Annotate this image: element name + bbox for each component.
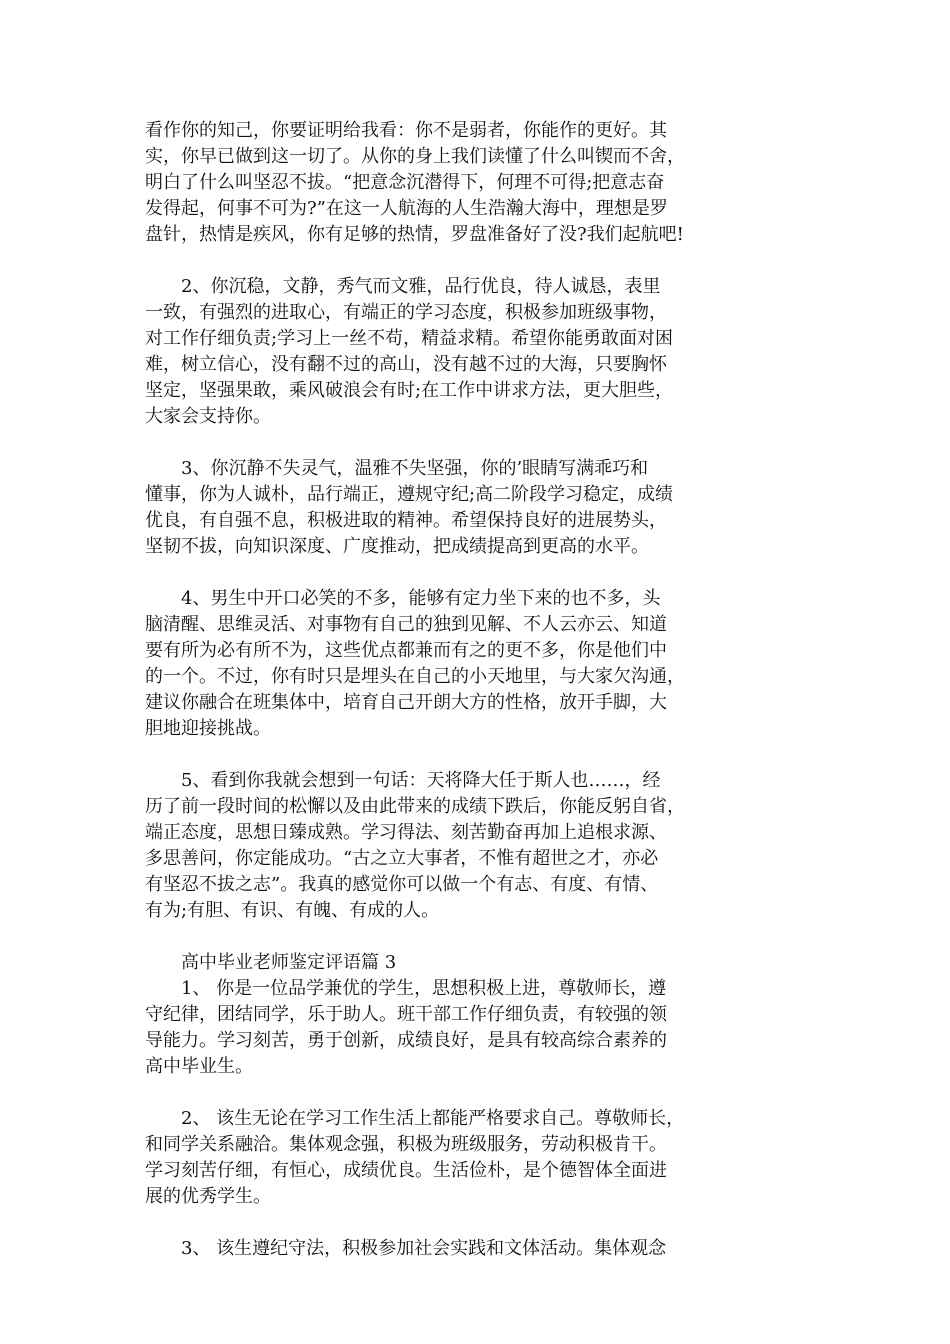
paragraph-comment-3: 3、你沉静不失灵气，温雅不失坚强，你的’眼睛写满乖巧和 懂事，你为人诚朴，品行端正，遵规守纪;高二阶段学习稳定，成绩 优良，有自强不息，积极进取的精神。希望保持良好的进展势头， 坚韧不拔，向知识深度、广度推动，把成绩提高到更高的水平。 <box>145 458 674 557</box>
section-paragraph-1: 1、 你是一位品学兼优的学生，思想积极上进，尊敬师长，遵 守纪律，团结同学，乐于助人。班干部工作仔细负责，有较强的领 导能力。学习刻苦，勇于创新，成绩良好，是具有较高综合素养的 高中毕业生。 <box>145 978 667 1077</box>
paragraph-continuation: 看作你的知己，你要证明给我看：你不是弱者，你能作的更好。其 实，你早已做到这一切了。从你的身上我们读懂了什么叫锲而不舍， 明白了什么叫坚忍不拔。“把意念沉潜得下，何理不可得;把意志奋 发得起，何事不可为?”在这一人航海的人生浩瀚大海中，理想是罗 盘针，热情是疾风，你有足够的热情，罗盘准备好了没?我们起航吧! <box>145 120 685 245</box>
paragraph-comment-2: 2、你沉稳，文静，秀气而文雅，品行优良，待人诚恳，表里 一致，有强烈的进取心，有端正的学习态度，积极参加班级事物， 对工作仔细负责;学习上一丝不苟，精益求精。希望你能勇敢面对困 难，树立信心，没有翻不过的高山，没有越不过的大海，只要胸怀 坚定，坚强果敢，乘风破浪会有时;在工作中讲求方法，更大胆些， 大家会支持你。 <box>145 276 674 427</box>
section-paragraph-3: 3、 该生遵纪守法，积极参加社会实践和文体活动。集体观念 <box>145 1238 667 1259</box>
document-page <box>145 118 811 1262</box>
paragraph-comment-5: 5、看到你我就会想到一句话：天将降大任于斯人也……，经 历了前一段时间的松懈以及由此带来的成绩下跌后，你能反躬自省， 端正态度，思想日臻成熟。学习得法、刻苦勤奋再加上追根求源、 多思善问，你定能成功。“古之立大事者，不惟有超世之才，亦必 有坚忍不拔之志”。我真的感觉你可以做一个有志、有度、有情、 有为;有胆、有识、有魄、有成的人。 <box>145 770 685 921</box>
section-heading: 高中毕业老师鉴定评语篇 3 <box>145 952 397 973</box>
section-paragraph-2: 2、 该生无论在学习工作生活上都能严格要求自己。尊敬师长， 和同学关系融洽。集体观念强，积极为班级服务，劳动积极肯干。 学习刻苦仔细，有恒心，成绩优良。生活俭朴，是个德智体全面进 展的优秀学生。 <box>145 1108 685 1207</box>
paragraph-comment-4: 4、男生中开口必笑的不多，能够有定力坐下来的也不多，头 脑清醒、思维灵活、对事物有自己的独到见解、不人云亦云、知道 要有所为必有所不为，这些优点都兼而有之的更不多，你是他们中 的一个。不过，你有时只是埋头在自己的小天地里，与大家欠沟通， 建议你融合在班集体中，培育自己开朗大方的性格，放开手脚，大 胆地迎接挑战。 <box>145 588 685 739</box>
